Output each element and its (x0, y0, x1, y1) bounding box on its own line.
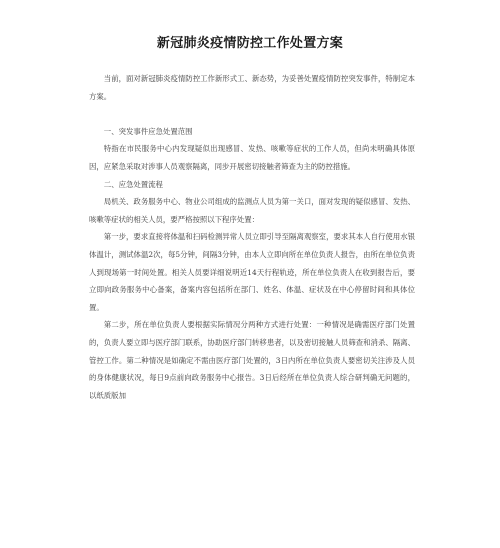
section-2-paragraph-2: 第一步，要求直接将体温和扫码检测异常人员立即引导至隔离观察室，要求其本人自行使用水银体温计，测试体温2次，每5分钟，间隔3分钟，由本人立即向所在单位负责人报告，由所在单位负责人到现场第一时间处置。相关人员要详细说明近14天行程轨迹，所在单位负责人在收到报告后，要立即向政务服务中心备案，备案内容包括所在部门、姓名、体温、症状及在中心停留时间和具体位置。 (89, 232, 415, 312)
section-2-paragraph-3: 第二步，所在单位负责人要根据实际情况分两种方式进行处置：一种情况是确需医疗部门处置的，负责人要立即与医疗部门联系，协助医疗部门转移患者，以及密切接触人员筛查和消杀、隔离、管控工作。第二种情况是如确定不需由医疗部门处置的，3日内所在单位负责人要密切关注涉及人员的身体健康状况，每日9点前向政务服务中心报告。3日后经所在单位负责人综合研判确无问题的，以纸质版加 (89, 320, 415, 400)
section-2-paragraph-1: 局机关、政务服务中心、物业公司组成的监测点人员为第一关口，面对发现的疑似感冒、发热、咳嗽等症状的相关人员，要严格按照以下程序处置： (89, 197, 415, 224)
document-title: 新冠肺炎疫情防控工作处置方案 (156, 36, 344, 51)
document-body (89, 70, 415, 404)
section-heading-2: 二、应急处置流程 (103, 179, 163, 189)
section-1-paragraph: 特指在市民服务中心内发现疑似出现感冒、发热、咳嗽等症状的工作人员，但尚未明确具体原因，应紧急采取对涉事人员观察隔离，同步开展密切接触者筛查为主的防控措施。 (89, 144, 415, 171)
intro-paragraph: 当前，面对新冠肺炎疫情防控工作新形式工、新态势，为妥善处置疫情防控突发事件，特制定本方案。 (89, 74, 415, 101)
section-heading-1: 一、突发事件应急处置范围 (103, 126, 193, 136)
paragraph-spacer (89, 105, 415, 123)
